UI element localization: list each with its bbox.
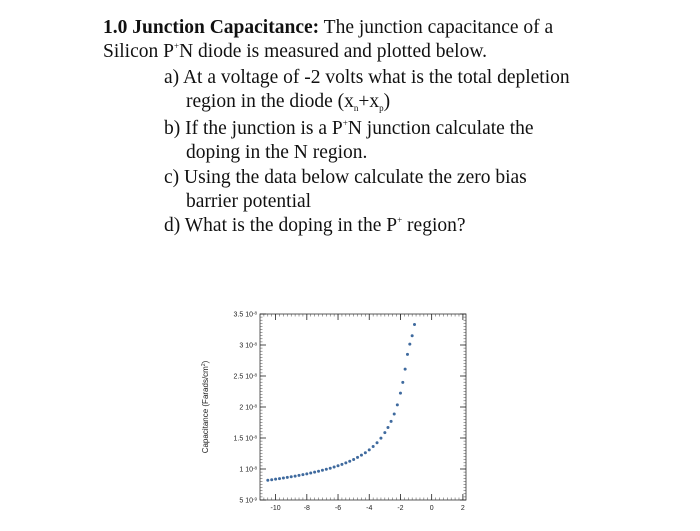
y-tick-label (239, 341, 257, 350)
part-c-text: barrier potential (186, 191, 312, 212)
problem-intro-line-1 (103, 16, 553, 40)
part-b-text: doping in the N region. (186, 142, 368, 163)
part-d-line-1 (164, 214, 466, 238)
y-tick-mantissa: 2.5 10 (233, 373, 253, 381)
subscript-p: p (379, 103, 384, 113)
data-point (274, 478, 277, 481)
x-tick-label: -10 (270, 505, 281, 512)
data-point (348, 460, 351, 463)
superscript-plus: + (342, 118, 348, 128)
data-point (340, 463, 343, 466)
data-point (406, 353, 409, 356)
y-tick-label (239, 403, 257, 412)
y-tick-label (234, 434, 258, 443)
data-point (344, 461, 347, 464)
y-tick-label (239, 496, 257, 505)
part-a-line-2 (186, 90, 390, 114)
data-point (396, 403, 399, 406)
data-point (393, 413, 396, 416)
y-tick-exponent: -8 (252, 341, 257, 346)
part-b-text: N junction calculate the (347, 118, 534, 139)
part-c-line-1 (164, 166, 527, 190)
y-tick-label (239, 465, 257, 474)
y-tick-exponent: -8 (252, 372, 257, 377)
data-point (337, 464, 340, 467)
part-a-text: +x (358, 91, 380, 112)
part-b-line-2 (186, 141, 367, 165)
data-point (364, 451, 367, 454)
data-point (404, 368, 407, 371)
part-letter: c) (164, 167, 180, 188)
data-point (266, 479, 269, 482)
data-point (368, 448, 371, 451)
data-point (278, 477, 281, 480)
y-axis-label-sup: 2 (201, 363, 207, 367)
problem-intro-line-2 (103, 40, 487, 64)
y-axis-label-end: ) (201, 360, 210, 364)
y-axis-label (201, 360, 210, 453)
data-point (399, 392, 402, 395)
data-point (413, 323, 416, 326)
x-tick-labels (271, 505, 465, 512)
major-ticks (260, 314, 466, 500)
data-point (321, 469, 324, 472)
y-tick-mantissa: 1.5 10 (233, 435, 253, 443)
part-d-text: What is the doping in the P (184, 215, 398, 236)
part-d-text: region? (407, 215, 466, 236)
x-tick-label: 2 (460, 505, 465, 512)
part-a-text: ) (383, 91, 391, 112)
data-point (301, 473, 304, 476)
data-point (325, 468, 328, 471)
y-tick-exponent: -8 (252, 403, 257, 408)
x-tick-label: -2 (397, 505, 404, 512)
y-tick-exponent: -8 (252, 465, 257, 470)
data-point (352, 458, 355, 461)
data-point (329, 467, 332, 470)
data-point (286, 476, 289, 479)
superscript-plus: + (397, 215, 403, 225)
x-tick-label: -6 (334, 505, 342, 512)
part-letter: a) (164, 67, 180, 88)
part-a-line-1 (164, 66, 570, 90)
y-tick-exponent: -8 (252, 434, 257, 439)
part-c-line-2 (186, 190, 311, 214)
y-tick-mantissa: 3 10 (239, 342, 253, 350)
y-axis-label-text: Capacitance (Farads/cm (201, 366, 210, 454)
subscript-n: n (353, 103, 359, 113)
data-point (290, 475, 293, 478)
data-point (309, 472, 312, 475)
y-tick-mantissa: 5 10 (239, 497, 253, 505)
part-b-line-1 (164, 117, 534, 141)
y-tick-label (234, 310, 258, 319)
data-point (383, 431, 386, 434)
y-tick-mantissa: 1 10 (239, 466, 253, 474)
data-point (317, 470, 320, 473)
data-series (266, 323, 416, 482)
part-letter: d) (164, 215, 181, 236)
data-point (376, 441, 379, 444)
data-point (282, 476, 285, 479)
y-tick-exponent: -9 (252, 496, 257, 501)
data-point (390, 420, 393, 423)
data-point (401, 381, 404, 384)
intro-text-part: Silicon P (103, 41, 174, 62)
capacitance-voltage-chart (195, 302, 475, 517)
part-a-text: At a voltage of -2 volts what is the total depletion (182, 67, 570, 88)
data-point (298, 474, 301, 477)
data-point (294, 475, 297, 478)
superscript-plus: + (173, 41, 180, 51)
y-tick-mantissa: 2 10 (239, 404, 253, 412)
y-tick-labels (234, 310, 258, 505)
data-point (372, 445, 375, 448)
part-a-text: region in the diode (x (186, 91, 354, 112)
y-tick-mantissa: 3.5 10 (233, 311, 253, 319)
data-point (411, 334, 414, 337)
part-c-text: Using the data below calculate the zero bias (184, 167, 527, 188)
data-point (360, 454, 363, 457)
data-point (305, 472, 308, 475)
y-tick-label (234, 372, 258, 381)
problem-title: Junction Capacitance: (132, 17, 320, 38)
intro-text-part: N diode is measured and plotted below. (179, 41, 488, 62)
part-letter: b) (164, 118, 181, 139)
x-tick-label: -8 (303, 505, 310, 512)
data-point (313, 471, 316, 474)
data-point (379, 437, 382, 440)
x-tick-label: -4 (366, 505, 373, 512)
part-b-text: If the junction is a P (185, 118, 343, 139)
data-point (408, 343, 411, 346)
data-point (356, 456, 359, 459)
x-tick-label: 0 (429, 505, 434, 512)
data-point (333, 466, 336, 469)
y-tick-exponent: -8 (252, 310, 257, 315)
plot-frame (260, 314, 466, 500)
data-point (386, 426, 389, 429)
problem-number: 1.0 (103, 17, 128, 38)
minor-ticks (260, 314, 466, 500)
problem-intro-text: The junction capacitance of a (323, 17, 554, 38)
data-point (270, 478, 273, 481)
